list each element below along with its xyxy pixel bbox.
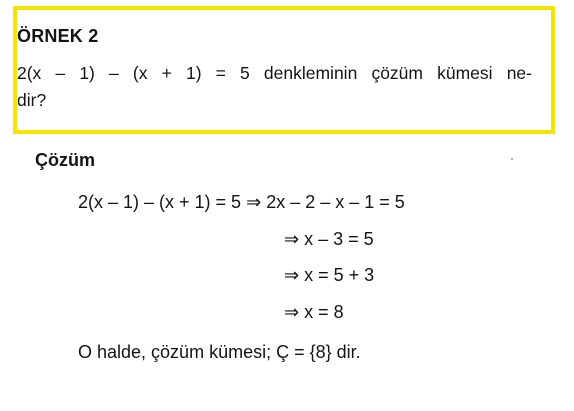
question-line-2: dir? bbox=[17, 90, 47, 110]
implies-arrow-icon: ⇒ bbox=[284, 302, 300, 322]
implies-arrow-icon: ⇒ bbox=[284, 265, 300, 285]
example-title: ÖRNEK 2 bbox=[17, 26, 99, 46]
equation-step-4 bbox=[284, 302, 344, 323]
scan-speck bbox=[511, 158, 513, 160]
conclusion: O halde, çözüm kümesi; Ç = {8} dir. bbox=[78, 342, 361, 362]
step-1-lhs: 2(x – 1) – (x + 1) = 5 bbox=[78, 192, 242, 212]
equation-step-1 bbox=[78, 192, 405, 213]
step-4-rhs: x = 8 bbox=[304, 302, 344, 322]
question-line-1: 2(x – 1) – (x + 1) = 5 denkleminin çözüm kümesi ne- bbox=[17, 63, 532, 83]
step-1-rhs: 2x – 2 – x – 1 = 5 bbox=[266, 192, 405, 212]
implies-arrow-icon: ⇒ bbox=[246, 192, 262, 212]
step-3-rhs: x = 5 + 3 bbox=[304, 265, 375, 285]
example-question bbox=[17, 60, 532, 114]
step-2-rhs: x – 3 = 5 bbox=[304, 229, 374, 249]
solution-title: Çözüm bbox=[35, 150, 95, 170]
equation-step-2 bbox=[284, 229, 374, 250]
implies-arrow-icon: ⇒ bbox=[284, 229, 300, 249]
equation-step-3 bbox=[284, 265, 374, 286]
